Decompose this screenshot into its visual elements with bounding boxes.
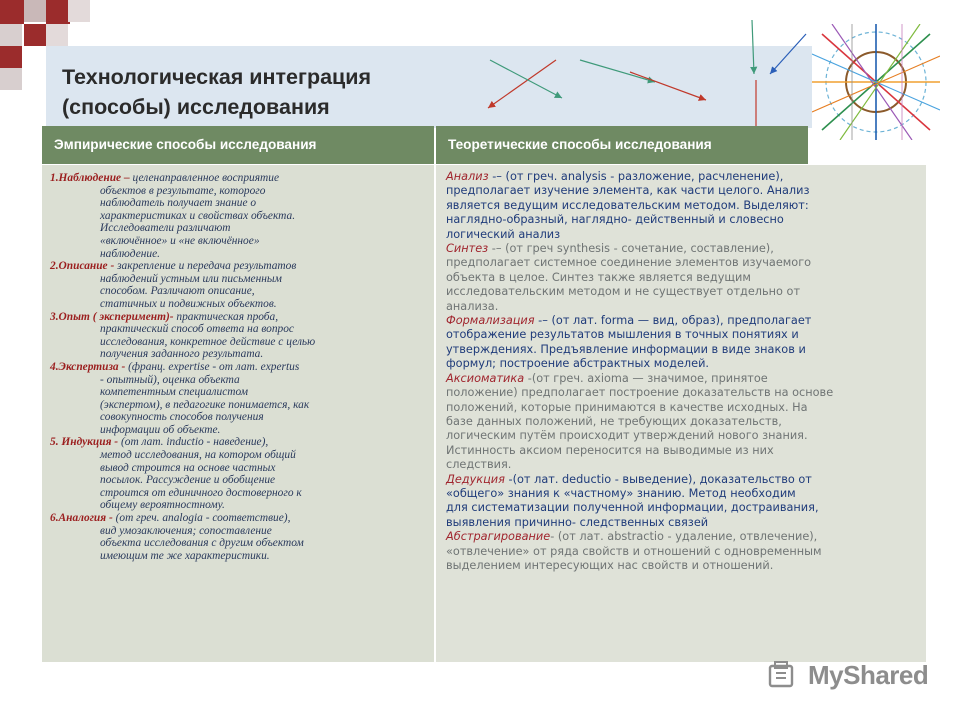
theoretical-text: исследовательским методом и не существует отдельно от [446,285,801,299]
empirical-line [50,260,422,273]
theoretical-term: Формализация [446,314,535,328]
empirical-term: 5. Индукция [50,436,112,449]
theoretical-text: (от лат. forma — вид, образ), предполагает [551,314,812,328]
empirical-text: вид умозаключения; сопоставление [100,524,272,537]
theoretical-text: «отвлечение» от ряда свойств и отношений с одновременным [446,544,822,558]
theoretical-text: является ведущим исследовательским методом. Выделяют: [446,198,809,212]
theoretical-line [446,300,916,314]
empirical-text: практический способ ответа на вопрос [100,323,294,336]
theoretical-text: выделением интересующих нас свойств и отношений. [446,558,774,572]
empirical-item [50,361,422,437]
empirical-text: общему вероятностному. [100,499,225,512]
arrow-green-3 [752,20,754,74]
empirical-term: 4.Экспертиза [50,360,119,373]
theoretical-text: положение) предполагает построение доказательств на основе [446,386,834,400]
theoretical-line [446,444,916,458]
theoretical-line [446,285,916,299]
empirical-line [50,348,422,361]
theoretical-line [446,530,916,544]
empirical-text: посылок. Рассуждение и обобщение [100,474,276,487]
empirical-text: Исследователи различают [100,222,231,235]
theoretical-text: отображение результатов мышления в точных понятиях и [446,328,799,342]
theoretical-text: «общего» знания к «частному» знанию. Метод необходим [446,486,796,500]
empirical-line [50,525,422,538]
empirical-line [50,436,422,449]
empirical-line [50,449,422,462]
theoretical-term: Синтез [446,242,489,256]
empirical-text: наблюдение. [100,247,160,260]
arrow-green-1 [490,60,562,98]
empirical-line [50,311,422,324]
theoretical-line [446,184,916,198]
empirical-line [50,499,422,512]
empirical-line [50,336,422,349]
theoretical-term: Дедукция [446,472,505,486]
empirical-line [50,210,422,223]
theoretical-term: Абстрагирование [446,530,551,544]
theoretical-line [446,228,916,242]
empirical-text: способом. Различают описание, [100,285,255,298]
empirical-line [50,222,422,235]
theoretical-text: логическим путём происходит утверждений нового знания. [446,429,808,443]
empirical-line [50,411,422,424]
theoretical-text: анализа. [446,299,499,313]
theoretical-text: (от греч. analysis - разложение, расчленение), [505,170,784,183]
theoretical-line [446,199,916,213]
empirical-line [50,424,422,437]
theoretical-line [446,429,916,443]
theoretical-line [446,170,916,184]
decorative-arrows [470,10,820,140]
theoretical-text: Истинность аксиом переносится на выводимые из них [446,443,774,457]
theoretical-text: объекта в целое. Синтез также является ведущим [446,270,751,284]
empirical-term: 2.Описание [50,260,108,273]
empirical-text: практическая проба, [176,310,279,323]
theoretical-text: (от греч. axioma — значимое, принятое [531,371,768,385]
empirical-text: закрепление и передача результатов [117,260,297,273]
decor-square [46,0,70,24]
empirical-text: совокупность способов получения [100,411,264,424]
empirical-line [50,285,422,298]
empirical-text: «включённое» и «не включённое» [100,234,260,247]
metro-map-image [812,24,940,140]
theoretical-text: выявления причинно- следственных связей [446,515,709,529]
empirical-line [50,487,422,500]
arrow-red-2 [630,72,706,100]
empirical-line [50,323,422,336]
empirical-line [50,185,422,198]
theoretical-list [446,170,916,573]
empirical-text: вывод строится на основе частных [100,461,276,474]
theoretical-term: Анализ [446,170,489,183]
theoretical-text: (от лат. abstractio - удаление, отвлечение), [557,530,818,544]
empirical-item [50,311,422,361]
empirical-line [50,374,422,387]
theoretical-text: формул; построение абстрактных моделей. [446,357,710,371]
empirical-line [50,537,422,550]
empirical-term: 6.Аналогия [50,512,107,525]
theoretical-line [446,386,916,400]
empirical-line [50,273,422,286]
theoretical-line [446,343,916,357]
theoretical-text: (от лат. deductio - выведение), доказательство от [512,472,812,486]
arrow-red-1 [488,60,556,108]
decor-square [0,46,22,68]
empirical-line [50,386,422,399]
empirical-sep: - [106,512,116,525]
empirical-line [50,248,422,261]
theoretical-sep: - [524,371,532,385]
theoretical-line [446,545,916,559]
theoretical-line [446,242,916,256]
empirical-term: 3.Опыт ( эксперимент) [50,310,170,323]
empirical-line [50,462,422,475]
empirical-line [50,512,422,525]
empirical-text: характеристиках и свойствах объекта. [100,209,296,222]
empirical-text: метод исследования, на котором общий [100,449,296,462]
title-line-1: Технологическая интеграция [62,65,372,89]
theoretical-text: следствия. [446,458,512,472]
empirical-text: наблюдатель получает знание о [100,197,257,210]
empirical-line [50,550,422,563]
header-theoretical: Теоретические способы исследования [436,126,808,164]
empirical-text: статичных и подвижных объектов. [100,297,277,310]
empirical-line [50,361,422,374]
theoretical-line [446,328,916,342]
title-line-2: (способы) исследования [62,95,330,119]
empirical-line [50,235,422,248]
theoretical-text: (от греч synthesis - сочетание, составление), [505,242,774,256]
theoretical-line [446,516,916,530]
empirical-sep: – [121,172,133,184]
empirical-text: объекта исследования с другим объектом [100,537,304,550]
empirical-text: имеющим те же характеристики. [100,549,270,562]
theoretical-item [446,372,916,473]
theoretical-line [446,357,916,371]
theoretical-item [446,242,916,314]
theoretical-line [446,256,916,270]
theoretical-line [446,372,916,386]
empirical-line [50,474,422,487]
empirical-text: строится от единичного достоверного к [100,486,302,499]
empirical-list [50,172,422,562]
theoretical-sep: -– [534,314,552,328]
theoretical-text: положений, которые принимаются в качестве исходных. На [446,400,808,414]
theoretical-item [446,170,916,242]
theoretical-text: предполагает изучение элемента, как части целого. Анализ [446,184,810,198]
theoretical-line [446,314,916,328]
decor-square [46,24,68,46]
empirical-text: (экспертом), в педагогике понимается, как [100,398,310,411]
theoretical-line [446,559,916,573]
theoretical-line [446,415,916,429]
empirical-text: объектов в результате, которого [100,184,266,197]
empirical-term: 1.Наблюдение [50,172,122,184]
empirical-sep: - [111,436,121,449]
empirical-line [50,399,422,412]
theoretical-sep: - [504,472,513,486]
empirical-item [50,512,422,562]
empirical-item [50,260,422,310]
theoretical-sep: - [550,530,558,544]
decor-square [68,0,90,22]
empirical-line [50,197,422,210]
theoretical-line [446,458,916,472]
empirical-text: (франц. expertise - от лат. expertus [128,360,300,373]
empirical-text: исследования, конкретное действие с целью [100,335,316,348]
empirical-text: целенаправленное восприятие [132,172,280,184]
decor-square [0,24,22,46]
empirical-sep: - [118,360,129,373]
decor-square [24,0,46,22]
header-empirical: Эмпирические способы исследования [42,126,434,164]
empirical-item [50,436,422,512]
empirical-sep: - [107,260,118,273]
empirical-text: наблюдений устным или письменным [100,272,282,285]
theoretical-text: для систематизации полученной информации, дострaивания, [446,501,819,515]
theoretical-line [446,487,916,501]
empirical-text: получения заданного результата. [100,348,264,361]
theoretical-line [446,271,916,285]
theoretical-text: базе данных положений, не требующих доказательств, [446,414,782,428]
empirical-line [50,172,422,185]
theoretical-line [446,401,916,415]
theoretical-line [446,213,916,227]
arrow-green-2 [580,60,655,82]
theoretical-text: наглядно-образный, наглядно- действенный и словесно [446,213,784,227]
theoretical-text: логический анализ [446,227,561,241]
empirical-item [50,172,422,260]
theoretical-item [446,530,916,573]
methods-table [42,126,926,662]
theoretical-text: утверждениях. Предъявление информации в виде знаков и [446,342,806,356]
theoretical-sep: -– [488,170,506,183]
theoretical-item [446,314,916,372]
empirical-text: (от лат. inductio - наведение), [120,436,269,449]
theoretical-line [446,501,916,515]
arrow-blue-1 [770,34,806,74]
empirical-text: - опытный), оценка объекта [100,373,240,386]
empirical-line [50,298,422,311]
watermark-text: MyShared [808,660,929,690]
theoretical-text: предполагает системное соединение элементов изучаемого [446,256,812,270]
theoretical-term: Аксиоматика [446,371,525,385]
decor-square [0,68,22,90]
empirical-text: (от греч. analogia - соответствие), [115,512,291,525]
empirical-sep: - [169,310,177,323]
theoretical-sep: -– [488,242,506,256]
decor-square [24,24,46,46]
decor-square [0,0,24,24]
theoretical-item [446,473,916,531]
empirical-text: компетентным специалистом [100,386,249,399]
slide-title [62,62,482,122]
theoretical-line [446,473,916,487]
empirical-text: информации об объекте. [100,423,221,436]
